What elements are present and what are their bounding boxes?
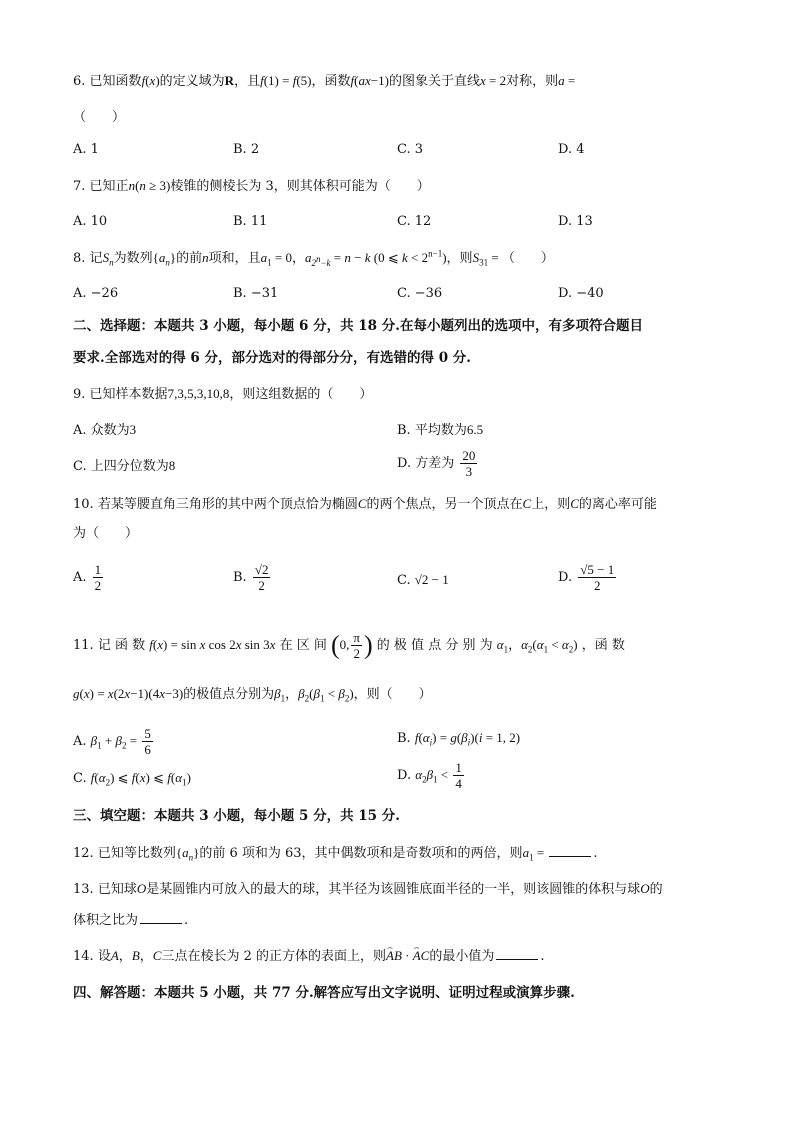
q10-option-c: C. √2 − 1 <box>397 572 449 588</box>
q7-option-c: C. 12 <box>397 214 432 229</box>
q8-option-a: A. −26 <box>73 286 119 301</box>
q9-option-a: A. 众数为3 <box>73 422 137 438</box>
q11-option-d: D. $\alpha_2\beta_1$ < $\frac{1}{4}$ <box>397 760 462 791</box>
q6-option-c: C. 3 <box>397 142 424 157</box>
q6-paren: （ ） <box>73 110 126 125</box>
q7-stem: 7. 已知正n(n ≥ 3)棱锥的侧棱长为 3，则其体积可能为（ ） <box>73 178 430 194</box>
q11-option-c: C. $f(\alpha_2)$ ⩽ f(x) ⩽ $f(\alpha_1)$ <box>73 770 191 788</box>
q7-option-b: B. 11 <box>233 214 268 229</box>
section-2-heading-cont: 要求.全部选对的得 6 分，部分选对的得部分分，有选错的得 0 分. <box>73 350 471 366</box>
q9-variance-fraction: $\frac{20}{3}$ <box>462 448 476 479</box>
q14-answer-blank[interactable] <box>496 947 538 960</box>
q11-stem-cont: g(x) = x(2x−1)(4x−3)的极值点分别为$\beta_1$，$\beta_2(\beta_1 < \beta_2)$，则（ ） <box>73 686 432 704</box>
q10-stem: 10. 若某等腰直角三角形的其中两个顶点恰为椭圆C的两个焦点，另一个顶点在C上，则C的离心率可能 <box>73 496 657 512</box>
section-4-heading: 四、解答题：本题共 5 小题，共 77 分.解答应写出文字说明、证明过程或演算步骤. <box>73 985 575 1001</box>
q11-stem: 11. 记 函 数 f(x) = sin x cos 2x sin 3x 在 区 间 (0, $\frac{\pi}{2}$ ) 的 极 值 点 分 别 为 $\alpha_1$，$\alpha_2(\alpha_1 < \alpha_2)$ ，函 数 <box>73 630 625 661</box>
section-2-heading: 二、选择题：本题共 3 小题，每小题 6 分，共 18 分.在每小题列出的选项中，有多项符合题目 <box>73 318 643 334</box>
q9-option-c: C. 上四分位数为8 <box>73 458 176 474</box>
q10-option-a: A. $\frac{1}{2}$ <box>73 562 102 593</box>
q12-stem: 12. 已知等比数列$\{a_n\}$的前 6 项和为 63，其中偶数项和是奇数项和的两倍，则$a_1$ = . <box>73 845 598 863</box>
q10-option-b: B. $\frac{√2}{2}$ <box>233 562 269 593</box>
q11-option-a: A. $\beta_1 + \beta_2$ = $\frac{5}{6}$ <box>73 726 151 757</box>
q9-option-d: D. 方差为 $\frac{20}{3}$ <box>397 448 476 479</box>
q8-option-c: C. −36 <box>397 286 443 301</box>
q9-option-b: B. 平均数为6.5 <box>397 422 484 438</box>
section-3-heading: 三、填空题：本题共 3 小题，每小题 5 分，共 15 分. <box>73 808 400 824</box>
q13-stem-cont: 体积之比为 . <box>73 913 189 928</box>
q8-option-d: D. −40 <box>558 286 604 301</box>
q8-option-b: B. −31 <box>233 286 279 301</box>
q12-answer-blank[interactable] <box>549 844 591 857</box>
q8-stem: 8. 记$S_n$为数列$\{a_n\}$的前n项和，且$a_1 = 0$，$a_{2^n-k} = n - k$ (0 ⩽ $k < 2^{n-1}$)，则$S_{31}$ = （ ） <box>73 248 554 268</box>
q10-stem-cont: 为（ ） <box>73 526 139 541</box>
q9-stem: 9. 已知样本数据7,3,5,3,10,8，则这组数据的（ ） <box>73 386 373 402</box>
q13-stem: 13. 已知球O是某圆锥内可放入的最大的球，其半径为该圆锥底面半径的一半，则该圆锥的体积与球O的 <box>73 881 663 897</box>
q6-option-a: A. 1 <box>73 142 99 157</box>
q7-option-a: A. 10 <box>73 214 108 229</box>
q6-stem: 6. 已知函数f(x)的定义域为R，且f(1) = f(5)，函数f(ax−1)的图象关于直线x = 2对称，则a = <box>73 73 576 89</box>
q6-option-d: D. 4 <box>558 142 585 157</box>
q11-option-b: B. $f(\alpha_i) = g(\beta_i)(i = 1$, 2) <box>397 730 521 748</box>
q10-option-d: D. $\frac{√5 - 1}{2}$ <box>558 562 615 593</box>
q14-stem: 14. 设A，B，C三点在棱长为 2 的正方体的表面上，则⌢ AB · ⌢ AC的最小值为 . <box>73 946 545 967</box>
q7-option-d: D. 13 <box>558 214 593 229</box>
q6-option-b: B. 2 <box>233 142 260 157</box>
q13-answer-blank[interactable] <box>140 911 182 924</box>
